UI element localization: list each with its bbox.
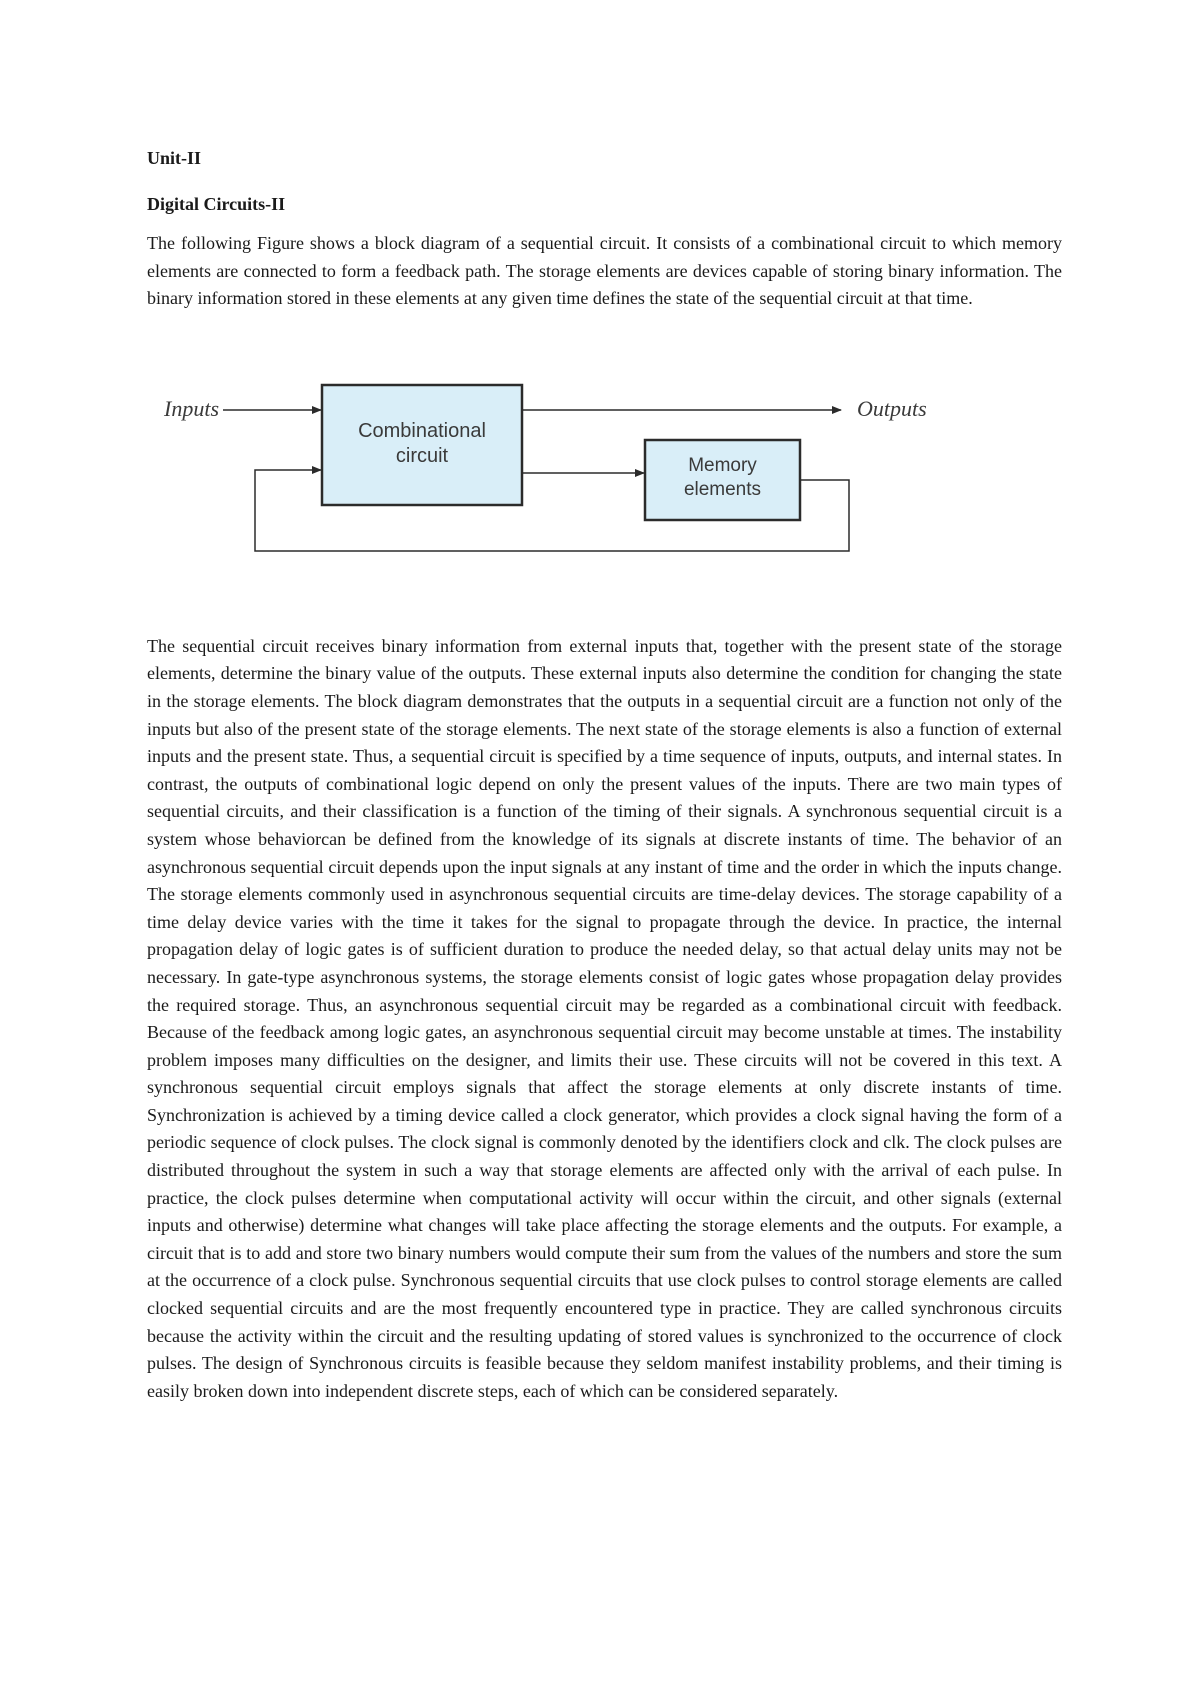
body-paragraph: The sequential circuit receives binary information from external inputs that, together with the present state of the storage elements, determine the binary value of the outputs. These external inputs also determine the condition for changing the state in the storage elements. The block diagram demonstrates that the outputs in a sequential circuit are a function not only of the inputs but also of the present state of the storage elements. The next state of the storage elements is also a function of external inputs and the present state. Thus, a sequential circuit is specified by a time sequence of inputs, outputs, and internal states. In contrast, the outputs of combinational logic depend on only the present values of the inputs. There are two main types of sequential circuits, and their classification is a function of the timing of their signals. A synchronous sequential circuit is a system whose behaviorcan be defined from the knowledge of its signals at discrete instants of time. The behavior of an asynchronous sequential circuit depends upon the input signals at any instant of time and the order in which the inputs change. The storage elements commonly used in asynchronous sequential circuits are time-delay devices. The storage capability of a time delay device varies with the time it takes for the signal to propagate through the device. In practice, the internal propagation delay of logic gates is of sufficient duration to produce the needed delay, so that actual delay units may not be necessary. In gate-type asynchronous systems, the storage elements consist of logic gates whose propagation delay provides the required storage. Thus, an asynchronous sequential circuit may be regarded as a combinational circuit with feedback. Because of the feedback among logic gates, an asynchronous sequential circuit may become unstable at times. The instability problem imposes many difficulties on the designer, and limits their use. These circuits will not be covered in this text. A synchronous sequential circuit employs signals that affect the storage elements at only discrete instants of time. Synchronization is achieved by a timing device called a clock generator, which provides a clock signal having the form of a periodic sequence of clock pulses. The clock signal is commonly denoted by the identifiers clock and clk. The clock pulses are distributed throughout the system in such a way that storage elements are affected only with the arrival of each pulse. In practice, the clock pulses determine when computational activity will occur within the circuit, and other signals (external inputs and otherwise) determine what changes will take place affecting the storage elements and the outputs. For example, a circuit that is to add and store two binary numbers would compute their sum from the values of the numbers and store the sum at the occurrence of a clock pulse. Synchronous sequential circuits that use clock pulses to control storage elements are called clocked sequential circuits and are the most frequently encountered type in practice. They are called synchronous circuits because the activity within the circuit and the resulting updating of stored values is synchronized to the occurrence of clock pulses. The design of Synchronous circuits is feasible because they seldom manifest instability problems, and their timing is easily broken down into independent discrete steps, each of which can be considered separately.	[147, 635, 1062, 1401]
section-title: Digital Circuits-II	[147, 194, 286, 214]
intro-paragraph: The following Figure shows a block diagram of a sequential circuit. It consists of a combinational circuit to which memory elements are connected to form a feedback path. The storage elements are devices capable of storing binary information. The binary information stored in these elements at any given time defines the state of the sequential circuit at that time.	[147, 233, 1062, 309]
block-diagram-svg	[147, 353, 1062, 599]
combinational-label-line1: Combinational	[358, 419, 486, 442]
unit-title: Unit-II	[147, 148, 202, 168]
outputs-label: Outputs	[857, 395, 927, 421]
memory-label-line2: elements	[683, 478, 762, 500]
combinational-circuit-label	[322, 419, 522, 469]
combinational-label-line2: circuit	[395, 444, 449, 467]
memory-label-line1: Memory	[688, 454, 757, 476]
document-page	[147, 146, 1062, 1405]
sequential-circuit-block-diagram	[147, 353, 1062, 599]
inputs-label: Inputs	[164, 395, 219, 421]
memory-elements-label	[645, 454, 800, 502]
